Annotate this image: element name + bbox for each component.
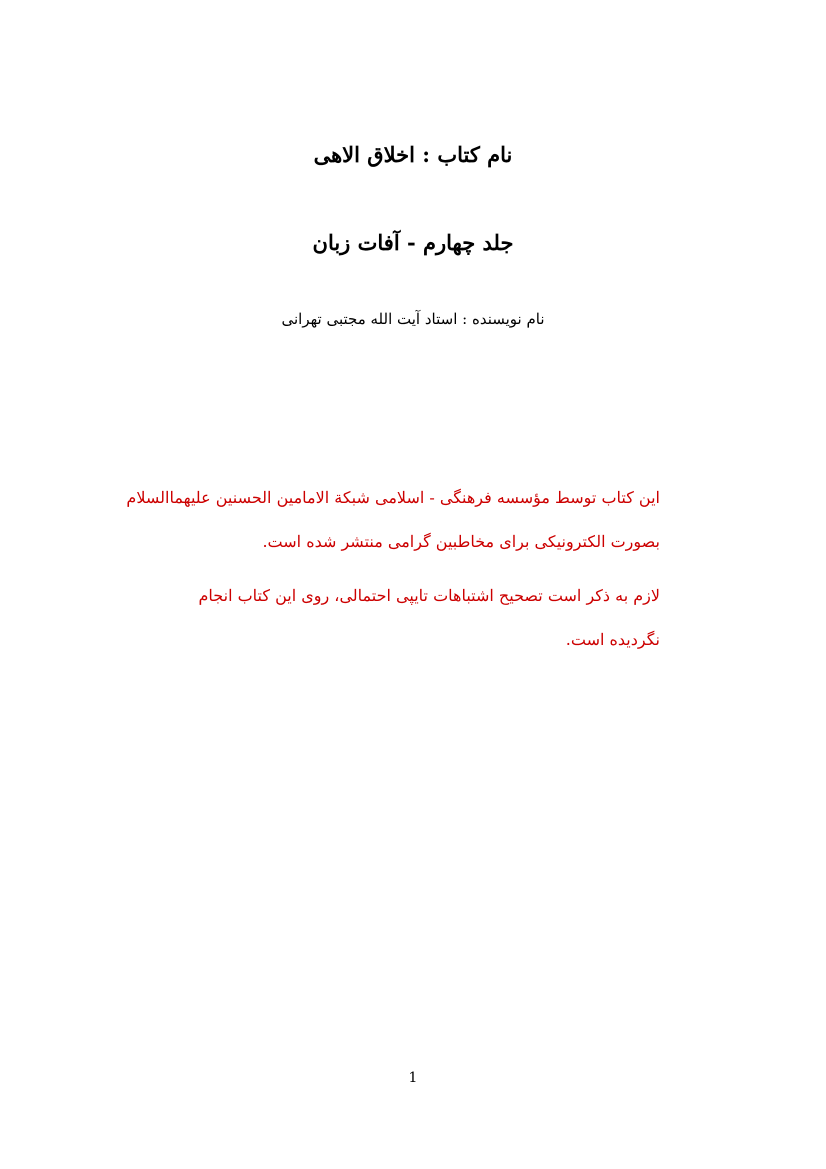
page-number: 1 [408,1070,418,1086]
author-line: نام نویسنده : استاد آیت الله مجتبی تهرانی [281,310,545,328]
publisher-notice-line-2: بصورت الکترونیکی برای مخاطبین گرامی منتشر شده است. [262,532,660,551]
volume-title: جلد چهارم - آفات زبان [312,230,514,255]
publisher-notice [126,476,660,564]
book-title: نام کتاب : اخلاق الاهی [313,142,513,167]
typo-notice-line-1: لازم به ذکر است تصحیح اشتباهات تایپی احتمالی، روی این کتاب انجام [198,586,660,605]
typo-notice-line-2: نگردیده است. [565,630,660,649]
typo-notice [150,574,660,662]
publisher-notice-line-1: این کتاب توسط مؤسسه فرهنگی - اسلامی شبکة الامامین الحسنین علیهما‌السلام [126,488,660,507]
